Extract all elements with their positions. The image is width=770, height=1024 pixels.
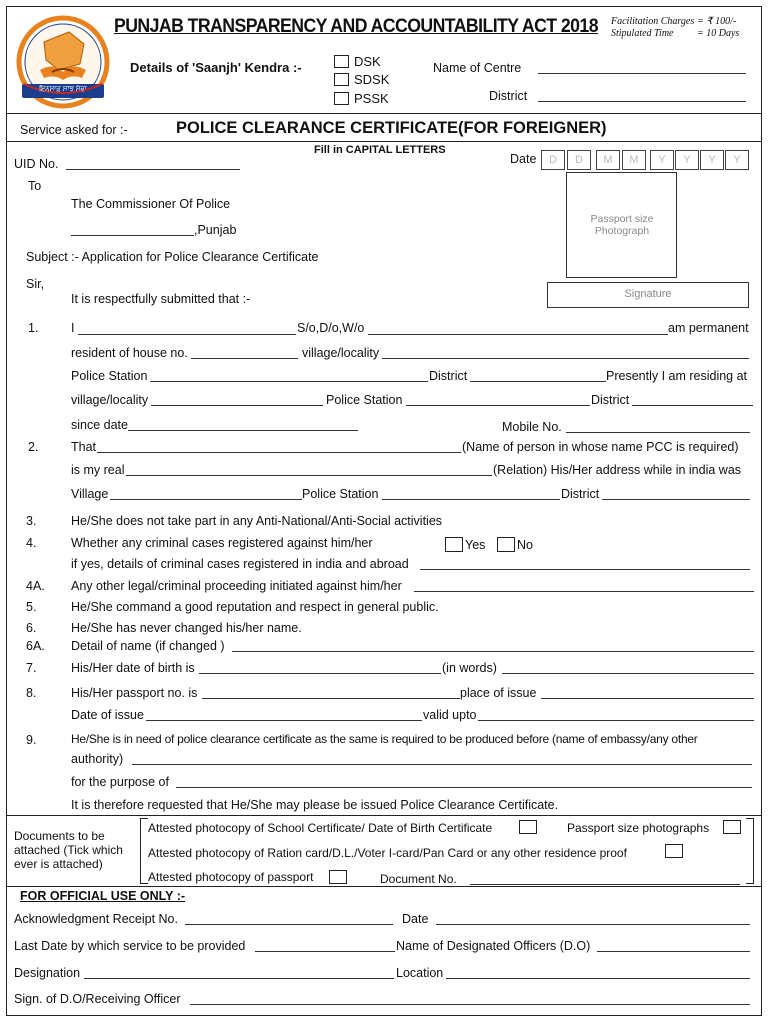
present-ps-field[interactable] <box>406 405 590 406</box>
criminal-no-checkbox[interactable] <box>497 537 515 552</box>
present-district-label: District <box>591 393 630 407</box>
present-locality-field[interactable] <box>151 405 323 406</box>
stipulated-label: Stipulated Time <box>611 28 674 39</box>
photo-box[interactable] <box>566 172 677 278</box>
fill-note: Fill in CAPITAL LETTERS <box>314 144 446 156</box>
item6a-text: Detail of name (if changed ) <box>71 639 225 653</box>
authority-label: authority) <box>71 752 124 766</box>
documents-bracket-right <box>746 818 754 884</box>
parent-name-field[interactable] <box>368 334 668 335</box>
dob-field[interactable] <box>199 673 441 674</box>
item-number: 3. <box>26 514 37 528</box>
request-line: It is therefore requested that He/She may please be issued Police Clearance Certificate. <box>71 798 559 812</box>
india-ps-field[interactable] <box>382 499 560 500</box>
purpose-field[interactable] <box>176 787 752 788</box>
valid-upto-label: valid upto <box>423 708 477 722</box>
official-divider <box>6 886 762 887</box>
document-no-field[interactable] <box>470 884 740 885</box>
since-date-label: since date <box>71 418 128 432</box>
passport-copy-label: Attested photocopy of passport <box>148 870 314 884</box>
date-box[interactable]: D <box>567 150 591 170</box>
item-number: 7. <box>26 661 37 675</box>
documents-label: Documents to be attached (Tick which ever is attached) <box>14 829 123 871</box>
centre-field[interactable] <box>538 73 746 74</box>
header-divider <box>6 113 762 114</box>
passport-no-label: His/Her passport no. is <box>71 686 198 700</box>
uid-field[interactable] <box>66 169 240 170</box>
district-field[interactable] <box>470 381 606 382</box>
applicant-name-field[interactable] <box>78 334 296 335</box>
residence-proof-checkbox[interactable] <box>665 844 683 858</box>
place-issue-field[interactable] <box>541 698 754 699</box>
yes-label: Yes <box>465 538 486 552</box>
submitted-line: It is respectfully submitted that :- <box>71 292 251 306</box>
locality-field[interactable] <box>382 358 749 359</box>
dob-words-field[interactable] <box>502 673 754 674</box>
uid-label: UID No. <box>14 157 59 171</box>
valid-upto-field[interactable] <box>478 720 754 721</box>
that-label: That <box>71 440 97 454</box>
present-district-field[interactable] <box>632 405 753 406</box>
facilitation-value: = ₹ 100/- <box>697 16 737 27</box>
passport-no-field[interactable] <box>202 698 460 699</box>
present-locality-label: village/locality <box>71 393 149 407</box>
item-number: 1. <box>28 321 39 335</box>
date-box[interactable]: M <box>622 150 646 170</box>
sdsk-label: SDSK <box>354 72 390 87</box>
india-district-field[interactable] <box>602 499 750 500</box>
receipt-field[interactable] <box>185 924 393 925</box>
police-station-label: Police Station <box>71 369 148 383</box>
service-divider <box>6 141 762 142</box>
item-number: 8. <box>26 686 37 700</box>
real-label: is my real <box>71 463 125 477</box>
documents-bracket <box>140 818 148 884</box>
subject: Subject :- Application for Police Clearance Certificate <box>26 250 319 264</box>
village-field[interactable] <box>110 499 302 500</box>
receipt-label: Acknowledgment Receipt No. <box>14 912 178 926</box>
residence-proof-label: Attested photocopy of Ration card/D.L./Voter I-card/Pan Card or any other residence proof <box>148 846 627 860</box>
last-date-field[interactable] <box>255 951 395 952</box>
since-date-field[interactable] <box>128 430 358 431</box>
documents-top-divider <box>6 815 762 816</box>
relation-address-label: (Relation) His/Her address while in india was <box>493 463 742 477</box>
city-suffix: ,Punjab <box>194 223 237 237</box>
sign-label: Sign. of D.O/Receiving Officer <box>14 992 181 1006</box>
service-name: POLICE CLEARANCE CERTIFICATE(FOR FOREIGNER) <box>176 119 607 137</box>
date-box[interactable]: Y <box>675 150 699 170</box>
date-label: Date <box>510 152 537 166</box>
presently-label: Presently I am residing at <box>606 369 748 383</box>
item-number: 6A. <box>26 639 45 653</box>
item5-text: He/She command a good reputation and respect in general public. <box>71 600 439 614</box>
relation-label: S/o,D/o,W/o <box>297 321 365 335</box>
date-issue-field[interactable] <box>146 720 422 721</box>
india-district-label: District <box>561 487 600 501</box>
official-date-field[interactable] <box>436 924 750 925</box>
in-words-label: (in words) <box>442 661 497 675</box>
district-label: District <box>489 89 528 103</box>
dsk-checkbox[interactable] <box>334 55 349 68</box>
date-box[interactable]: M <box>596 150 620 170</box>
photos-label: Passport size photographs <box>567 821 710 835</box>
criminal-details-label: if yes, details of criminal cases registered in india and abroad <box>71 557 409 571</box>
authority-field[interactable] <box>132 764 752 765</box>
dob-label: His/Her date of birth is <box>71 661 195 675</box>
date-box[interactable]: Y <box>725 150 749 170</box>
changed-name-field[interactable] <box>232 651 754 652</box>
district-label: District <box>429 369 468 383</box>
item-number: 4A. <box>26 579 45 593</box>
item-number: 9. <box>26 733 37 747</box>
purpose-label: for the purpose of <box>71 775 169 789</box>
signature-box[interactable] <box>547 282 749 308</box>
designation-field[interactable] <box>84 978 394 979</box>
criminal-yes-checkbox[interactable] <box>445 537 463 552</box>
house-label: resident of house no. <box>71 346 188 360</box>
facilitation-charges <box>611 16 737 27</box>
photo-text: Passport size Photograph <box>590 213 654 237</box>
legal-proceeding-field[interactable] <box>414 591 754 592</box>
page-title: PUNJAB TRANSPARENCY AND ACCOUNTABILITY ACT 2018 <box>114 16 598 37</box>
item6-text: He/She has never changed his/her name. <box>71 621 302 635</box>
punjab-police-logo <box>14 14 112 110</box>
to-label: To <box>28 179 42 193</box>
photos-checkbox[interactable] <box>723 820 741 834</box>
village-label: Village <box>71 487 109 501</box>
item-number: 4. <box>26 536 37 550</box>
salutation: Sir, <box>26 277 45 291</box>
do-name-field[interactable] <box>597 951 750 952</box>
do-name-label: Name of Designated Officers (D.O) <box>396 939 591 953</box>
city-field[interactable] <box>71 235 194 236</box>
criminal-details-field[interactable] <box>420 569 750 570</box>
dsk-label: DSK <box>354 54 381 69</box>
service-label: Service asked for :- <box>20 123 128 137</box>
item9-text: He/She is in need of police clearance certificate as the same is required to be produced before (name of embassy/any other <box>71 732 698 746</box>
date-box[interactable]: Y <box>650 150 674 170</box>
addressee: The Commissioner Of Police <box>71 197 231 211</box>
logo-text: ਇਨਸਾਫ਼ ਸਾਂਝ ਸੇਵਾ <box>39 86 87 93</box>
centre-label: Name of Centre <box>433 61 522 75</box>
kendra-label: Details of 'Saanjh' Kendra :- <box>130 60 302 75</box>
official-date-label: Date <box>402 912 429 926</box>
pssk-label: PSSK <box>354 91 389 106</box>
item4a-text: Any other legal/criminal proceeding initiated against him/her <box>71 579 402 593</box>
district-field[interactable] <box>538 101 746 102</box>
passport-copy-checkbox[interactable] <box>329 870 347 884</box>
facilitation-label: Facilitation Charges <box>611 16 695 27</box>
school-cert-label: Attested photocopy of School Certificate/ Date of Birth Certificate <box>148 821 493 835</box>
designation-label: Designation <box>14 966 81 980</box>
place-issue-label: place of issue <box>460 686 537 700</box>
permanent-label: am permanent <box>668 321 749 335</box>
stipulated-time <box>611 28 740 39</box>
stipulated-value: = 10 Days <box>697 28 740 39</box>
last-date-label: Last Date by which service to be provided <box>14 939 246 953</box>
sign-field[interactable] <box>190 1004 750 1005</box>
date-box[interactable]: D <box>541 150 565 170</box>
locality-label: village/locality <box>302 346 380 360</box>
india-ps-label: Police Station <box>302 487 379 501</box>
date-box[interactable]: Y <box>700 150 724 170</box>
pssk-checkbox[interactable] <box>334 92 349 105</box>
document-no-label: Document No. <box>380 872 457 886</box>
item4-text: Whether any criminal cases registered against him/her <box>71 536 373 550</box>
present-ps-label: Police Station <box>326 393 403 407</box>
pcc-person-field[interactable] <box>97 452 461 453</box>
item-number: 2. <box>28 440 39 454</box>
sdsk-checkbox[interactable] <box>334 73 349 86</box>
official-title: FOR OFFICIAL USE ONLY :- <box>20 889 186 903</box>
school-cert-checkbox[interactable] <box>519 820 537 834</box>
location-field[interactable] <box>446 978 750 979</box>
mobile-label: Mobile No. <box>502 420 562 434</box>
signature-text: Signature <box>624 288 672 300</box>
house-field[interactable] <box>191 358 298 359</box>
police-station-field[interactable] <box>150 381 428 382</box>
no-label: No <box>517 538 533 552</box>
mobile-field[interactable] <box>566 432 750 433</box>
item-number: 6. <box>26 621 37 635</box>
relation-field[interactable] <box>126 475 492 476</box>
date-issue-label: Date of issue <box>71 708 144 722</box>
pcc-person-label: (Name of person in whose name PCC is required) <box>462 440 739 454</box>
item1-i: I <box>71 321 75 335</box>
location-label: Location <box>396 966 444 980</box>
item-number: 5. <box>26 600 37 614</box>
item3-text: He/She does not take part in any Anti-National/Anti-Social activities <box>71 514 443 528</box>
